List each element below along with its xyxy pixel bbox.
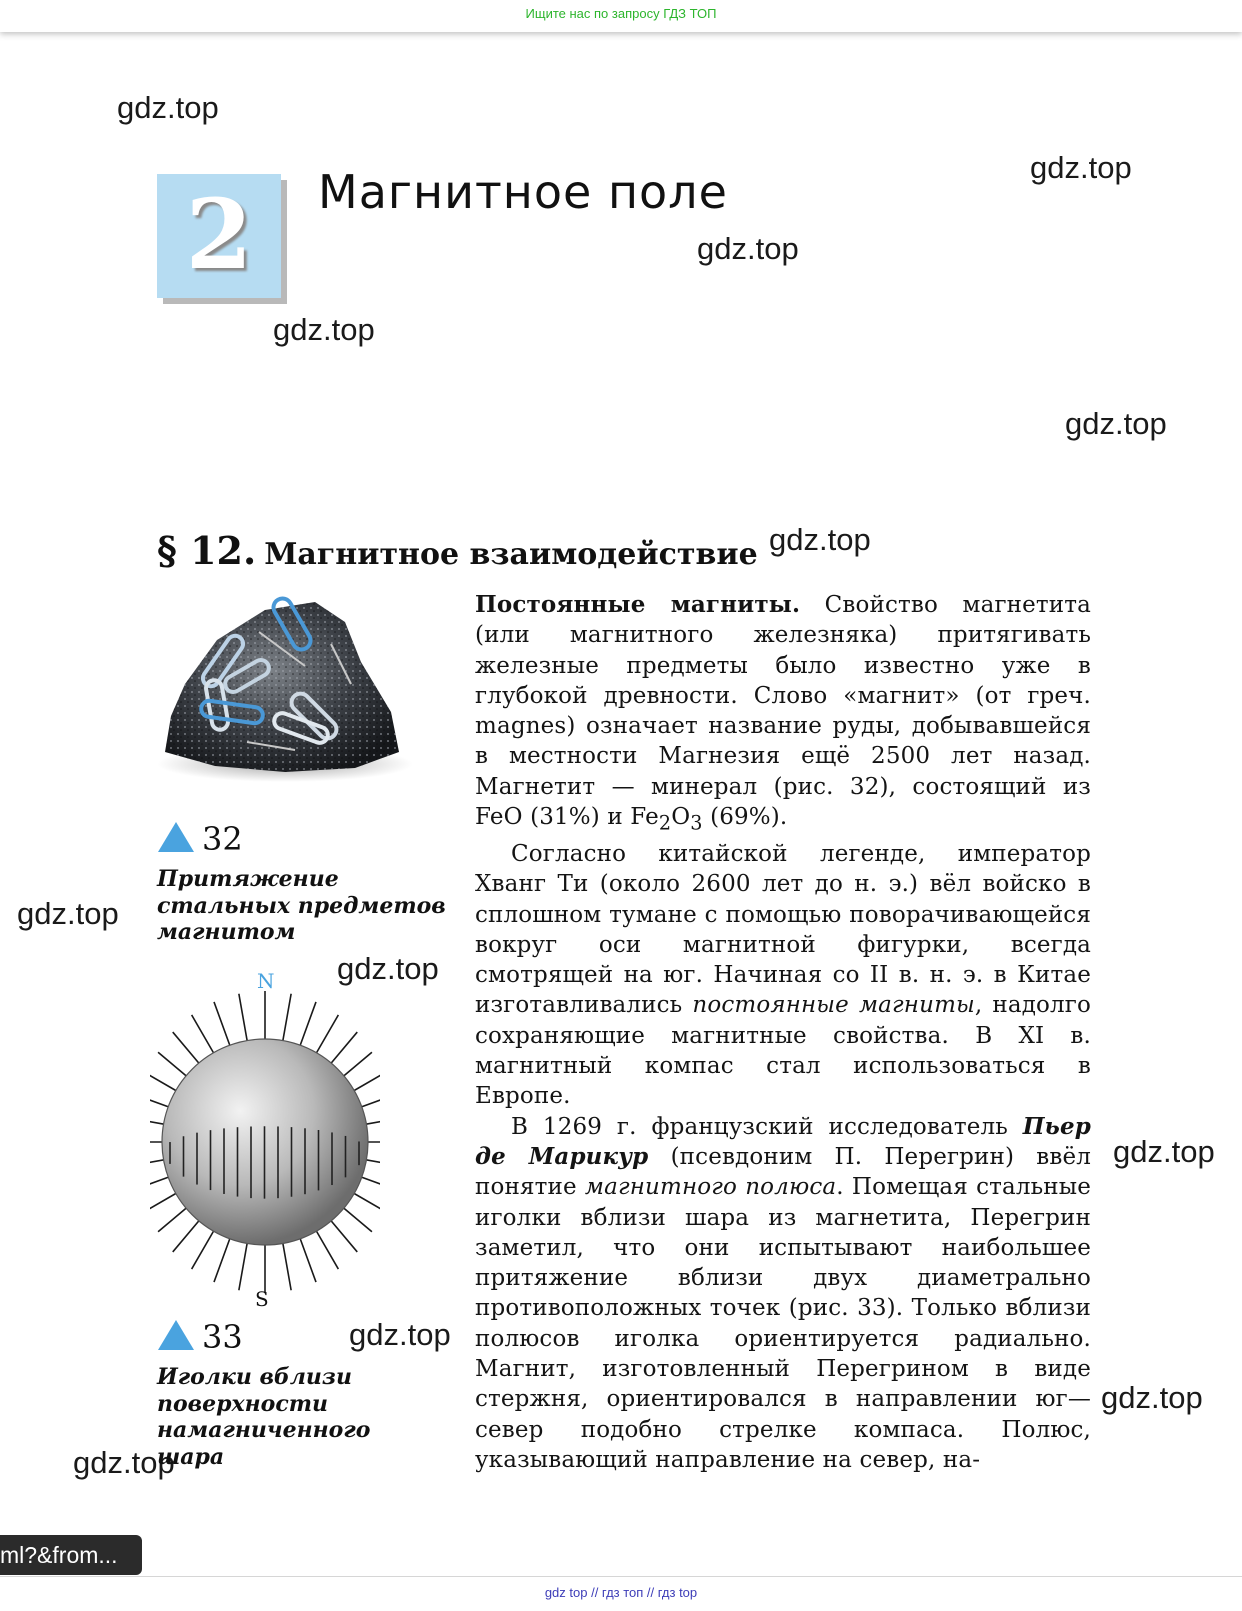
caption-line: шара [157,1443,225,1470]
section-number: § 12. [157,528,257,573]
figure-marker-icon [158,822,194,852]
watermark: gdz.top [117,90,219,125]
needle [173,1218,202,1252]
needle [173,1032,202,1066]
watermark: gdz.top [1101,1380,1203,1415]
needle [351,1192,380,1210]
footer-bar [0,1576,1242,1611]
url-tooltip[interactable]: ml?&from... [0,1535,142,1575]
watermark: gdz.top [1065,406,1167,441]
caption-line: Иголки вблизи [157,1364,352,1390]
needle [239,1239,248,1290]
watermark: gdz.top [17,896,119,931]
paragraph-block [475,590,1091,1475]
watermark: gdz.top [73,1445,175,1480]
chapter-number-box [157,174,281,298]
caption-line: намагниченного [157,1417,371,1443]
figure-32-number: 32 [202,820,243,858]
magnetized-sphere-figure [150,968,380,1308]
subscript: 3 [690,811,703,835]
needle [192,1228,216,1269]
text-span: (69%). [702,804,788,831]
term: магнитного полюса [584,1174,837,1201]
south-pole-label: S [255,1287,269,1308]
figure-32-caption [157,866,446,946]
chapter-title: Магнитное поле [318,165,728,219]
needle [158,1206,189,1232]
watermark: gdz.top [349,1317,451,1352]
text-span: В 1269 г. французский исследователь [511,1113,1023,1140]
needle [341,1206,372,1232]
footer-links[interactable]: gdz top // гдз топ // гдз top [544,1585,698,1600]
paragraph-1 [475,590,1091,839]
watermark: gdz.top [273,312,375,347]
paragraph-heading: Постоянные магниты. [475,591,801,618]
caption-line: магнитом [157,919,296,945]
needle [299,1235,316,1282]
chapter-number: 2 [185,178,253,291]
needle [158,1052,189,1078]
needle [282,994,291,1045]
figure-33-number: 33 [202,1318,243,1356]
needle [315,1228,339,1269]
needle [341,1052,372,1078]
watermark: gdz.top [337,951,439,986]
text-span: Согласно китайской легенде, император Хванг Ти (около 2600 лет до н. э.) вёл войско в сплошном тумане с помощью поворачивающейся вокруг оси магнитной фигурки, всегда смотрящей на юг. Начиная со II в. н. э. в Китае изготавливались [475,840,1091,1019]
watermark: gdz.top [1113,1134,1215,1169]
person-name: Пьер де Марикур [475,1112,1091,1170]
caption-line: стальных предметов [157,892,446,919]
north-pole-label: N [257,969,275,993]
term: постоянные магниты [692,992,975,1019]
needle [214,1002,231,1049]
banner-text[interactable]: Ищите нас по запросу ГДЗ ТОП [525,6,717,21]
figure-33-caption [157,1364,370,1470]
text-span: Свойство магнетита (или магнитного железняка) притягивать железные предметы было известно уже в глубокой древности. Слово «магнит» (от греч. magnes) означает название руды, добывавшейся в местности Магнезия ещё 2500 лет назад. Магнетит — минерал (рис. 32), состоящий из [475,592,1091,800]
subscript: 2 [658,811,672,835]
section-title: Магнитное взаимодействие [264,537,758,572]
needle [282,1239,291,1290]
needle [150,1075,179,1093]
caption-line: поверхности [157,1390,328,1417]
formula: O [671,804,691,831]
text-span: (псевдоним П. Перегрин) ввёл понятие [475,1143,1091,1201]
section-heading [157,528,758,573]
figure-marker-icon [158,1320,194,1350]
needle [239,994,248,1045]
formula: FeO (31%) и Fe [475,804,659,831]
needle [214,1235,231,1282]
watermark: gdz.top [1030,150,1132,185]
needle [351,1075,380,1093]
watermark: gdz.top [697,231,799,266]
caption-line: Притяжение [157,866,339,892]
needle [192,1015,216,1056]
paragraph-2 [475,839,1091,1112]
text-span: . Помещая стальные иголки вблизи шара из магнетита, Перегрин заметил, что они испытывают наибольшее притяжение вблизи двух диаметрально противоположных точек (рис. 33). Только вблизи полюсов иголка ориентируется радиально. Магнит, изготовленный Перегрином в виде стержня, ориентировался в направлении юг—север подобно стрелке компаса. Полюс, указывающий направление на север, на- [475,1174,1092,1473]
needle [150,1192,179,1210]
paragraph-3 [475,1112,1091,1476]
needle [329,1032,358,1066]
magnetite-figure [155,592,415,792]
top-banner [0,0,1242,32]
text-span: , надолго сохраняющие магнитные свойства. В XI в. магнитный компас стал использоваться в Европе. [475,992,1091,1110]
needle [299,1002,316,1049]
needle [315,1015,339,1056]
needle [329,1218,358,1252]
watermark: gdz.top [769,522,871,557]
